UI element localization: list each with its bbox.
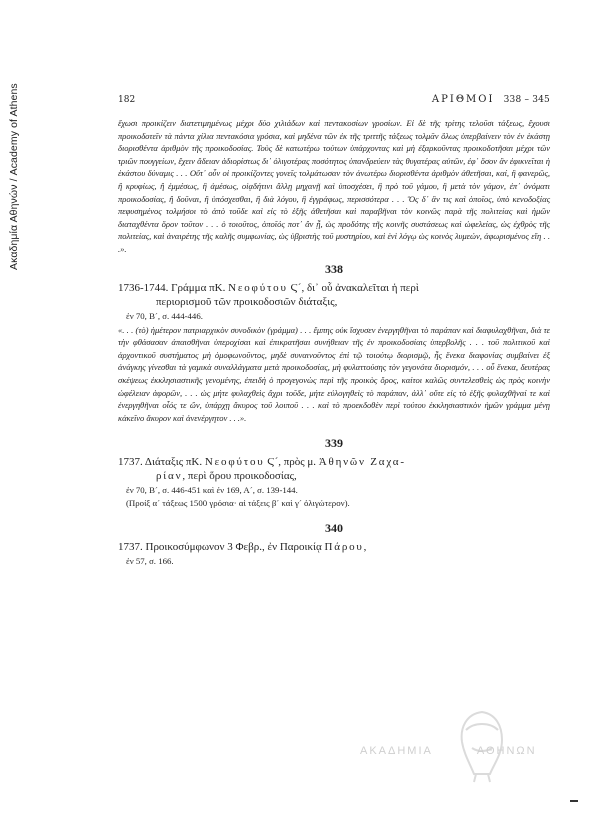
entry-title-post: Ϛ´, πρὸς μ. [267,456,317,469]
archive-stamp: Ακαδημία Αθηνών / Academy of Athens [8,83,20,270]
entry-date: 1737. [118,541,143,554]
entry-title-cont-rest: , περὶ ὅρου προικοδοσίας, [182,470,297,483]
entry-note: (Προίξ α´ τάξεως 1500 γρόσια· αἱ τάξεις β´ καὶ γ´ ὀλιγώτερον). [126,498,350,509]
entry-title-name-2: Ἀθηνῶν Ζαχα- [318,456,406,469]
header-right [432,94,550,105]
entry-reference: ἐν 70, Β´, σ. 444-446. [126,310,203,321]
entry-date: 1737. [118,456,143,469]
entry-date: 1736-1744. [118,281,169,294]
entry-title-pre: Διάταξις πΚ. [144,456,203,469]
entry-title-cont [118,469,550,483]
entry-title-name: Νεοφύτου [228,281,288,294]
opening-paragraph: ἔχωσι προικίζειν διατετιμημένως μέχρι δύο χιλιάδων καὶ πεντακοσίων γροσίων. Εἰ δὲ τῆς τρίτης τελοῦσι τάξεως, ἔχουσι προικοδοτεῖν τὰ πάντα χίλια πεντακόσια γρόσια, καὶ μηδένα τῶν ἐκ τῆς τριττῆς τάξεως τολμᾶν ὅλως ὑπερβαίνειν τὸν ἐν ἑκάστῃ διορισθέντα ἀριθμὸν τῆς προικοδοσίας. Τοὺς δὲ κατωτέρω τούτων ὑπάρχοντας καὶ μὴ ἐξαρκοῦντας προικοδοτῆσαι μέχρι τῶν τριῶν πουγγείων, ἔχειν ἄδειαν ἀδιορίστως δι᾽ ὀλιγοτέρας ποσότητος ὑπανδρεύειν τὰς θυγατέρας αὐτῶν, ἐφ᾽ ὅσον ἂν ἐφικνεῖται ἡ ἑκάστου δύναμις . . . Οὔτ᾽ οὖν οἱ προικίζοντες γονεῖς τολμάτωσαν τὸν ἀνωτέρω διορισθέντα ἀριθμὸν ἀθετῆσαι, καί, ἢ φανερῶς, ἢ κρυφίως, ἢ ἐμμέσως, ἢ ἀμέσως, οἱᾳδήτινι ἄλλῃ μηχανῇ καὶ ὑποσχέσει, ἢ πρὸ τοῦ γάμου, ἢ μετὰ τὸν γάμον, ἐπ᾽ ὀνόματι προικοδοσίας, ἢ δοῦναι, ἢ ὑπόσχεσθαι, ἢ διὰ λόγου, ἢ ἐγγράφως, περισσότερα . . . Ὅς δ᾽ ἂν τις καὶ ὁποῖος, ὑπὸ κενοδοξίας πεφυσημένος τολμήσοι τὸ ἀπὸ τοῦδε καὶ εἰς τὸ ἑξῆς ἀθετῆσαι καὶ παραβῆναι τὸν κοινῶς παρὰ τῆς πολιτείας καὶ ἡμῶν διαταχθέντα ὅρον τοῦτον . . . ὁ τοιοῦτος, ὁποῖός ποτ᾽ ἂν ᾖ, ὡς προδότης τῆς κοινῆς συστάσεως καὶ ὠφελείας, ὡς ἐχθρὸς τῆς πολιτείας, καὶ ἀναιρέτης τῆς καλῆς συμφωνίας, ὡς ὑβριστὴς τοῦ μυστηρίου, καὶ ἑνὶ λόγῳ ὡς κοινὸς λυμεών, ἀφωρισμένος εἴη . . .». [118,118,550,254]
entry-title-name: Πάρου [324,541,364,554]
entry-title-cont: περιορισμοῦ τῶν προικοδοσιῶν διάταξις, [156,295,338,308]
entry-title-post: , [363,541,367,554]
watermark-left: ΑΚΑΔΗΜΙΑ [360,745,433,757]
entry-title-cont-spaced: ρίαν [156,470,183,483]
watermark-right: ΑΘΗΝΩΝ [476,745,537,757]
entry-title-pre: Προικοσύμφωνον 3 Φεβρ., ἐν Παροικίᾳ [145,541,322,554]
entry-number: 340 [325,521,343,536]
entry-quote: «. . . (τὸ) ἡμέτερον πατριαρχικὸν συνοδικὸν (γράμμα) . . . ἔμπης οὐκ ἴσχυσεν ἐνεργηθῆναι τὸ παράπαν καὶ διαφυλαχθῆναι, διὰ τε τὴν φθάσασαν ἀπαισθῆναι ὑπεροχίσαι καὶ ἐπικρατῆσαι συνήθειαν τῆς ἐν προικοδοσίαις ὑπερβολῆς . . . τοῦ πολιτικοῦ καὶ ἀρχοντικοῦ συστήματος μὴ ὁμοφωνοῦντος, μηδὲ συναινοῦντος ἐπὶ τῷ τοιούτῳ διορισμῷ, ἧς ἕνεκα διαφονίας συμβαίνει ἐξ ἀνάγκης γίνεσθαι τὰ γαμικὰ συναλλάγματα μετὰ προικοδοσίας, μὴ φυλαττούσης τὸν γεγονότα διορισμόν, . . . οὗ ἕνεκα, δευτέρας σκέψεως ἐκκλησιαστικῆς γενομένης, ἐπειδὴ ὁ προγεγονὼς περὶ τῆς προικὸς ὅρος, καίτοι καλῶς συντελεσθεὶς ὡς πρὸς κοινὴν ὠφέλειαν ἀφορῶν, . . . ὡς μήτε φυλαχθεὶς ἄχρι τοῦδε, μήτε εὐλογηθεὶς τὸ παράπαν, ἀλλ᾽ οὔτε εἰς τὸ ἑξῆς φυλαχθῆναί τε καὶ ἐνεργηθῆναι οἷός τε ὤν, ὑπάρχῃ ἄκυρος τοῦ λοιποῦ . . . καὶ τὸ προεκδοθὲν περὶ τούτου ἐκκλησιαστικὸν ἡμῶν γράμμα μένῃ κἀκεῖνο ἄκυρον καὶ ἀνενέργητον . . .». [118,324,550,423]
header-title: ΑΡΙΘΜΟΙ [431,94,495,105]
entry-title-post: Ϛ´, δι᾽ οὗ ἀνακαλεῖται ἡ περὶ [290,281,419,294]
entry-number: 338 [325,261,343,276]
entry-reference: ἐν 57, σ. 166. [126,556,174,567]
entry-title-name: Νεοφύτου [204,456,265,469]
entry-title [118,455,550,483]
entry-title [118,540,550,554]
page-number: 182 [118,95,136,105]
entry-title-pre: Γράμμα πΚ. [171,281,226,294]
entry-number: 339 [325,436,343,451]
entry-reference: ἐν 70, Β´, σ. 446-451 καὶ ἐν 169, Α´, σ. 139-144. [126,485,298,496]
header-range: 338 – 345 [503,95,550,105]
entry-title [118,281,550,309]
page-mark [570,800,578,802]
running-header [118,94,550,110]
page-content [118,94,550,567]
watermark-text [360,745,537,757]
